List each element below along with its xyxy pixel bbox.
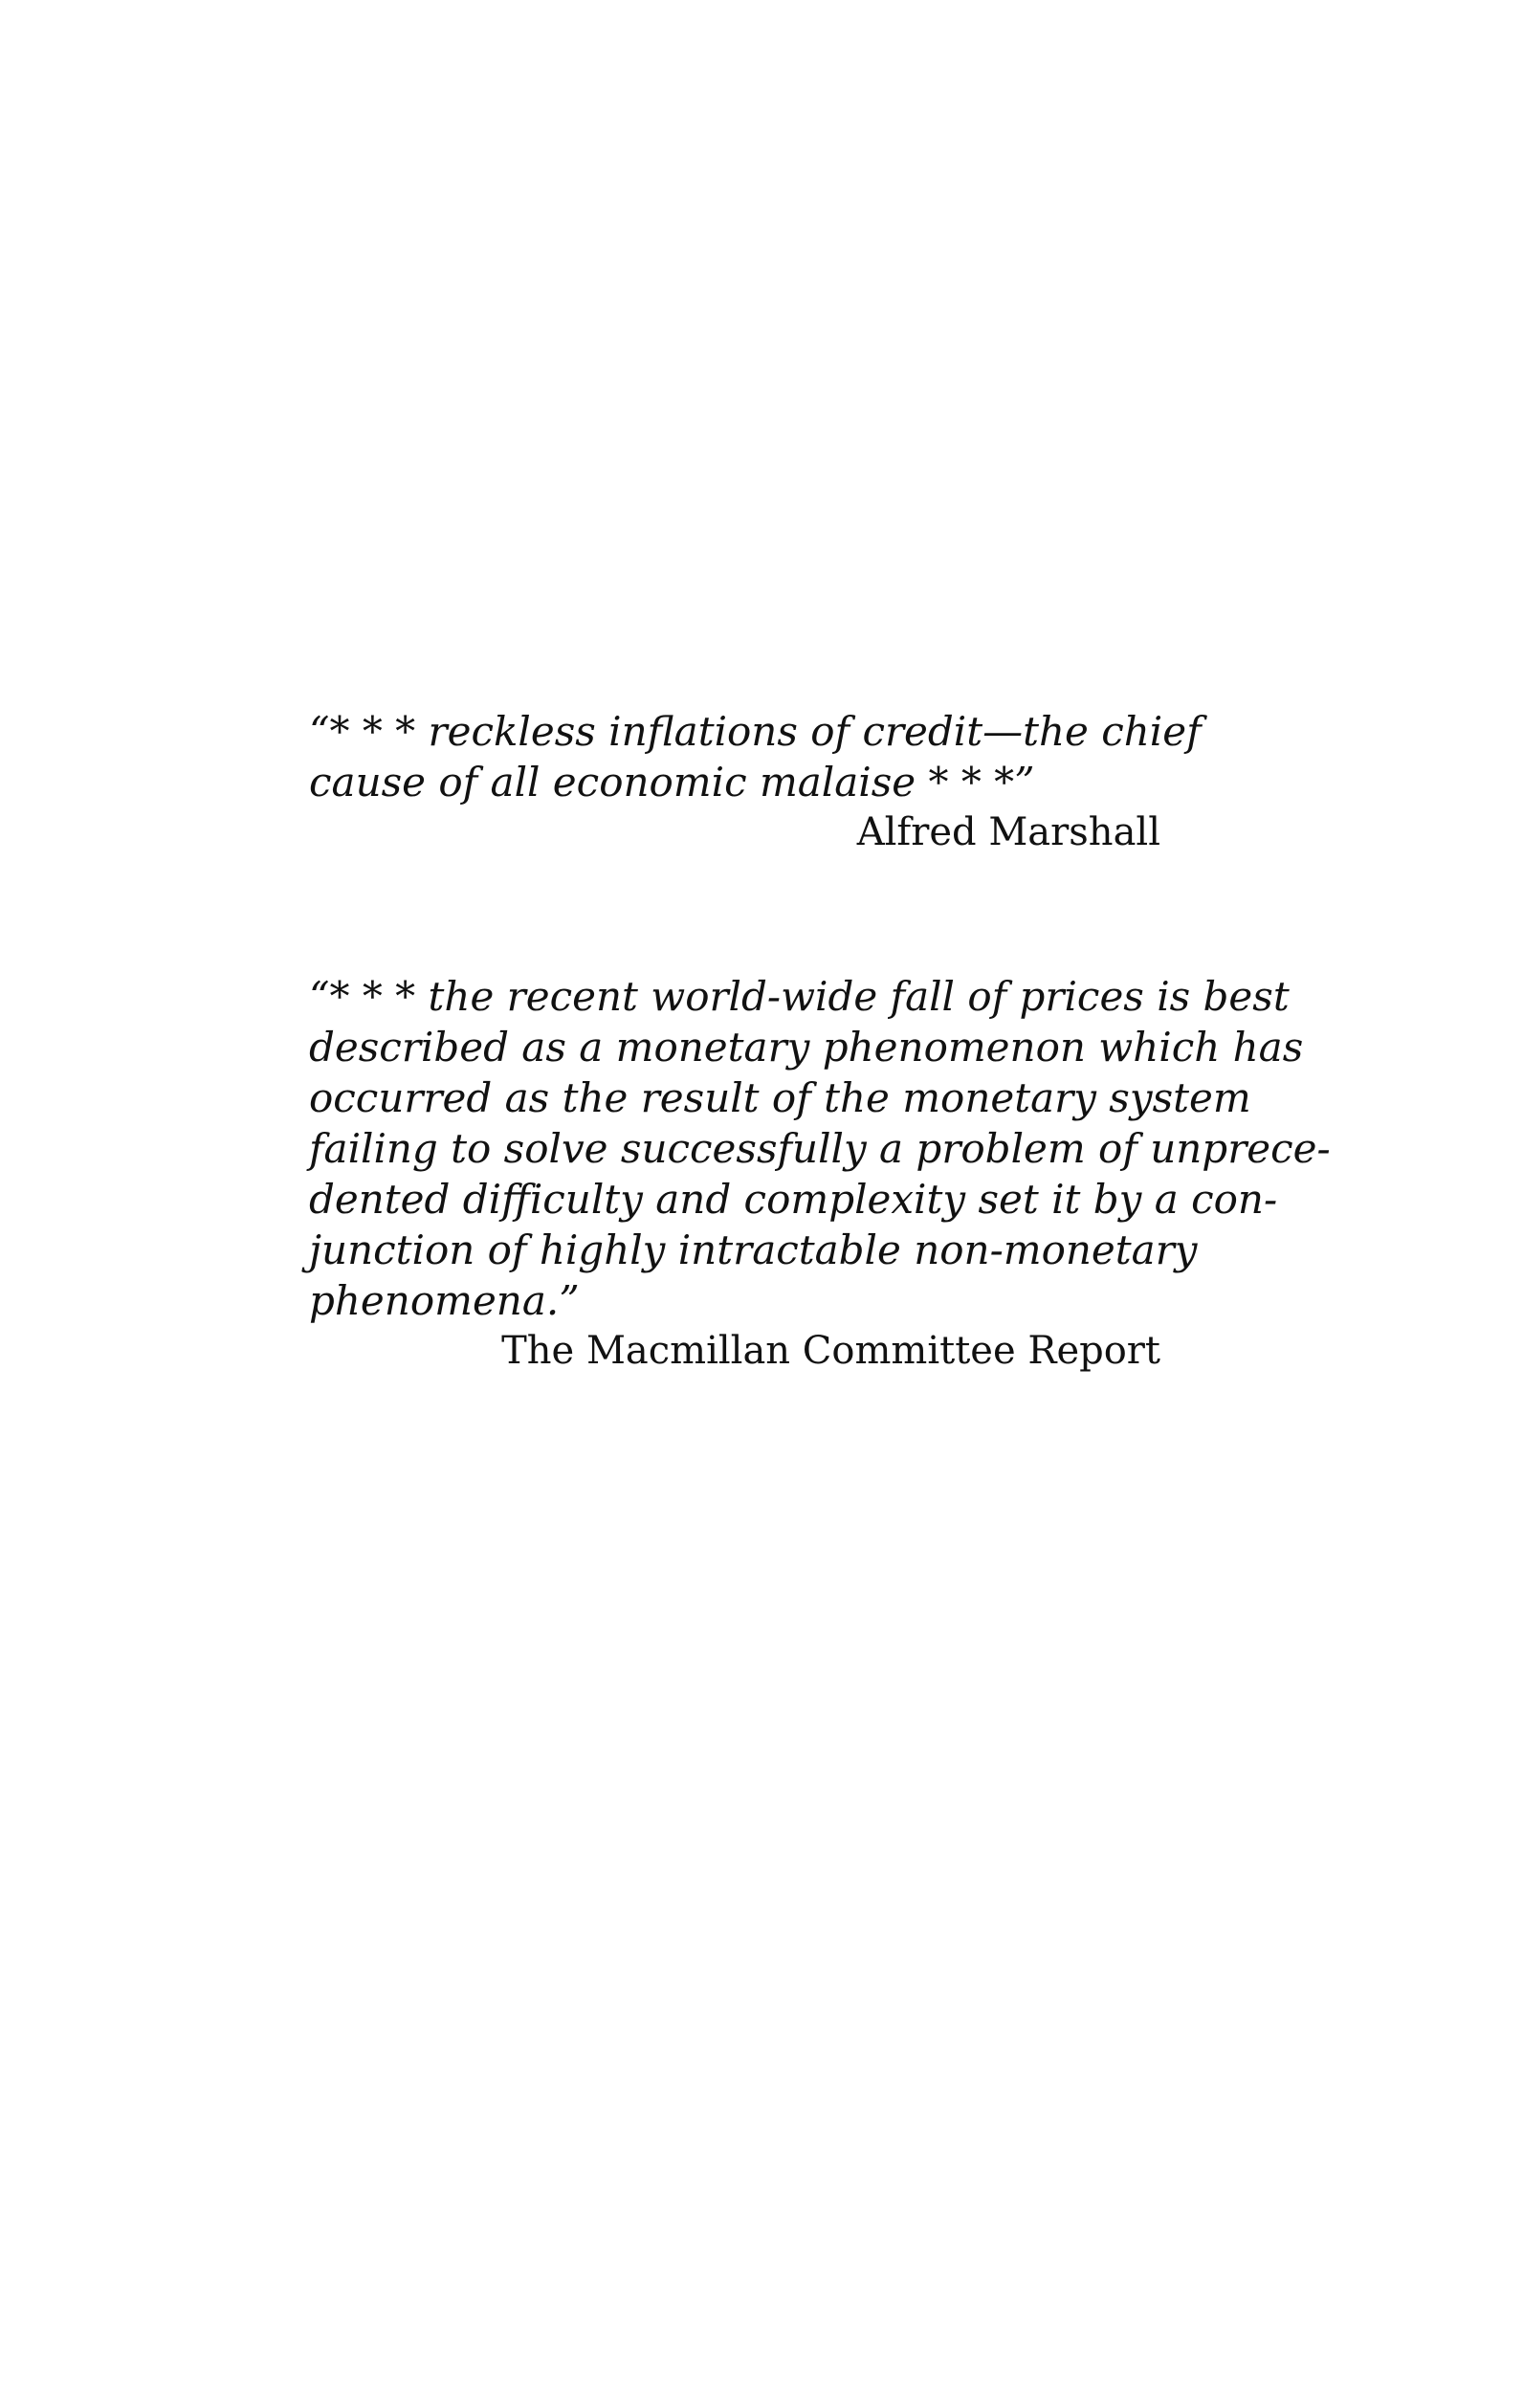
epigraph-macmillan <box>309 971 1331 1377</box>
quote-line: junction of highly intractable non-monetary <box>309 1226 1198 1273</box>
quote-line: phenomena.” <box>309 1277 580 1324</box>
quote-line: occurred as the result of the monetary system <box>309 1074 1251 1121</box>
quote-line: dented difficulty and complexity set it by a con- <box>309 1176 1278 1223</box>
quote-line: failing to solve successfully a problem of unprece- <box>309 1125 1331 1172</box>
attribution: Alfred Marshall <box>856 810 1160 854</box>
quote-line: “* * * the recent world-wide fall of prices is best <box>309 973 1290 1020</box>
quote-line: “* * * reckless inflations of credit—the chief <box>309 708 1202 755</box>
quote-line: described as a monetary phenomenon which has <box>309 1024 1304 1071</box>
attribution: The Macmillan Committee Report <box>501 1329 1160 1373</box>
epigraph-marshall <box>309 706 1202 858</box>
quote-line: cause of all economic malaise * * *” <box>309 759 1035 806</box>
